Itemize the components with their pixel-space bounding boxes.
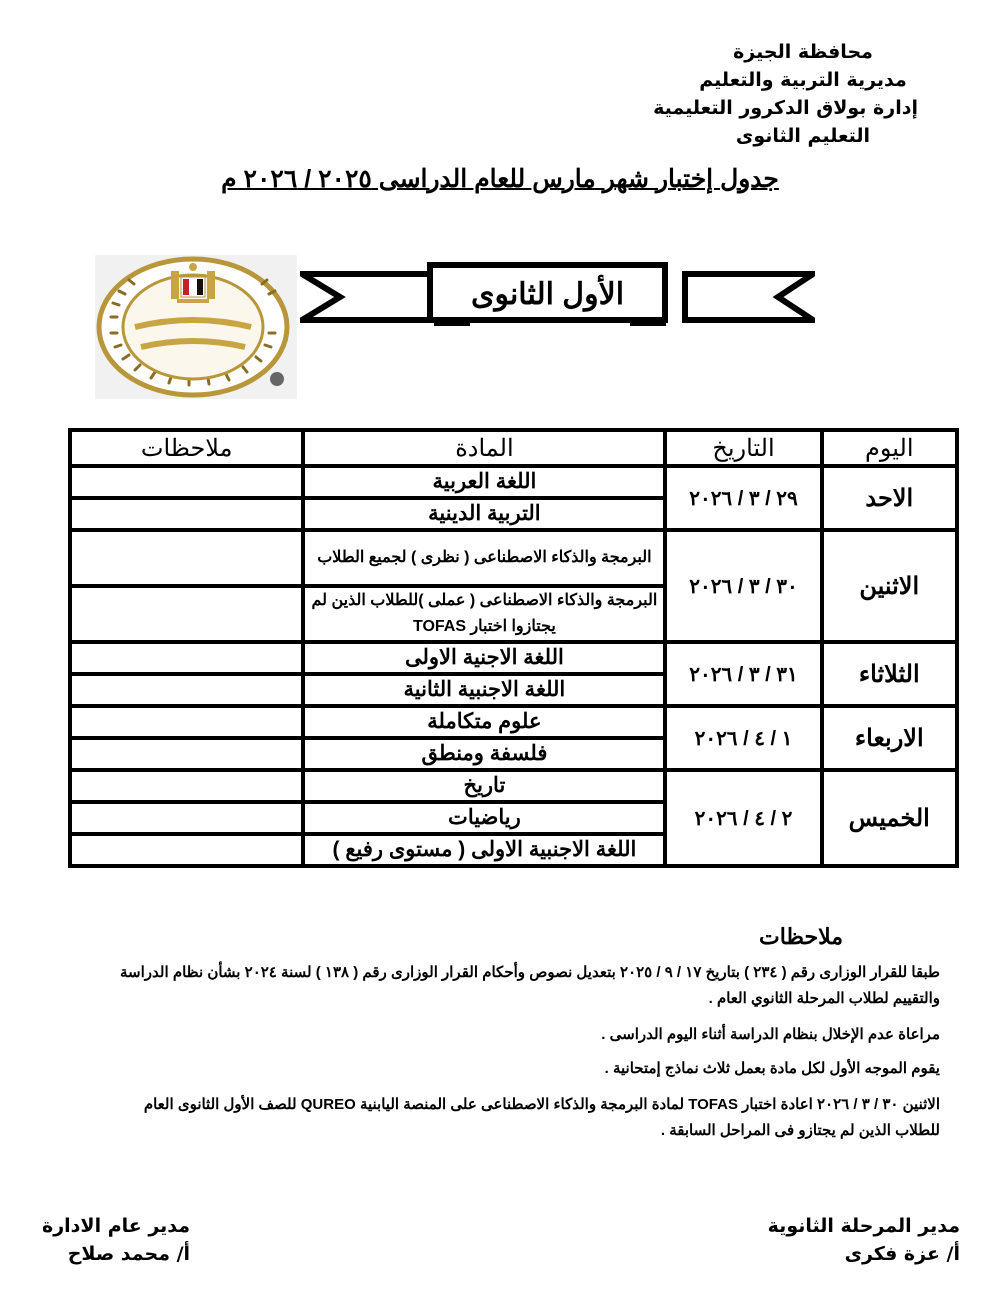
letterhead-line: مديرية التربية والتعليم — [699, 69, 907, 91]
signature-general-director — [42, 1212, 190, 1268]
notes-cell — [70, 834, 303, 866]
day-cell: الاحد — [822, 466, 957, 530]
subject-cell: تاريخ — [303, 770, 665, 802]
notes-cell — [70, 466, 303, 498]
notes-cell — [70, 586, 303, 642]
day-cell: الاربعاء — [822, 706, 957, 770]
ministry-logo — [95, 255, 297, 399]
letterhead-line: إدارة بولاق الدكرور التعليمية — [653, 97, 918, 119]
table-row — [70, 706, 957, 738]
date-cell: ٣١ / ٣ / ٢٠٢٦ — [665, 642, 821, 706]
date-cell: ٢ / ٤ / ٢٠٢٦ — [665, 770, 821, 866]
subject-cell: فلسفة ومنطق — [303, 738, 665, 770]
date-cell: ٢٩ / ٣ / ٢٠٢٦ — [665, 466, 821, 530]
signature-name: أ/ عزة فكرى — [844, 1243, 960, 1265]
subject-cell: اللغة الاجنية الاولى — [303, 642, 665, 674]
table-row — [70, 530, 957, 586]
notes-cell — [70, 738, 303, 770]
notes-heading: ملاحظات — [759, 924, 843, 949]
table-row — [70, 466, 957, 498]
day-cell: الخميس — [822, 770, 957, 866]
day-cell: الثلاثاء — [822, 642, 957, 706]
signature-secondary-director — [768, 1212, 960, 1268]
signature-name: أ/ محمد صلاح — [67, 1243, 191, 1265]
subject-cell: البرمجة والذكاء الاصطناعى ( عملى )للطلاب الذين لم يجتازوا اختبار TOFAS — [303, 586, 665, 642]
note-item: مراعاة عدم الإخلال بنظام الدراسة أثناء اليوم الدراسى . — [601, 1026, 940, 1043]
page-title: جدول إختبار شهر مارس للعام الدراسى ٢٠٢٥ / ٢٠٢٦ م — [221, 165, 779, 193]
letterhead — [653, 38, 918, 150]
notes-cell — [70, 706, 303, 738]
note-item: طبقا للقرار الوزارى رقم ( ٢٣٤ ) بتاريخ ١٧ / ٩ / ٢٠٢٥ بتعديل نصوص وأحكام القرار الوزارى رقم ( ١٣٨ ) لسنة ٢٠٢٤ بشأن نظام الدراسة والتقييم لطلاب المرحلة الثانوي العام . — [120, 964, 940, 1007]
subject-cell: التربية الدينية — [303, 498, 665, 530]
table-row — [70, 770, 957, 802]
header-subject: المادة — [303, 430, 665, 466]
subject-cell: اللغة العربية — [303, 466, 665, 498]
exam-schedule-table — [68, 428, 959, 868]
notes-cell — [70, 530, 303, 586]
notes-cell — [70, 802, 303, 834]
letterhead-line: التعليم الثانوى — [735, 125, 871, 147]
header-day: اليوم — [822, 430, 957, 466]
note-item: يقوم الموجه الأول لكل مادة بعمل ثلاث نماذج إمتحانية . — [604, 1060, 940, 1077]
date-cell: ١ / ٤ / ٢٠٢٦ — [665, 706, 821, 770]
table-header-row — [70, 430, 957, 466]
notes-cell — [70, 674, 303, 706]
subject-cell: اللغة الاجنبية الثانية — [303, 674, 665, 706]
signature-title: مدير عام الادارة — [42, 1215, 191, 1237]
header-date: التاريخ — [665, 430, 821, 466]
signature-title: مدير المرحلة الثانوية — [767, 1215, 960, 1237]
subject-cell: علوم متكاملة — [303, 706, 665, 738]
notes-cell — [70, 498, 303, 530]
date-cell: ٣٠ / ٣ / ٢٠٢٦ — [665, 530, 821, 642]
header-notes: ملاحظات — [70, 430, 303, 466]
grade-banner-label: الأول الثانوى — [470, 278, 625, 311]
day-cell: الاثنين — [822, 530, 957, 642]
note-item: الاثنين ٣٠ / ٣ / ٢٠٢٦ اعادة اختبار TOFAS لمادة البرمجة والذكاء الاصطناعى على المنصة اليابنية QUREO للصف الأول الثانوى العام للطلاب الذين لم يجتازو فى المراحل السابقة . — [143, 1096, 940, 1139]
subject-cell: اللغة الاجنبية الاولى ( مستوى رفيع ) — [303, 834, 665, 866]
letterhead-line: محافظة الجيزة — [733, 41, 873, 63]
table-row — [70, 642, 957, 674]
subject-cell: البرمجة والذكاء الاصطناعى ( نظرى ) لجميع الطلاب — [303, 530, 665, 586]
subject-cell: رياضيات — [303, 802, 665, 834]
ministry-seal-icon — [95, 255, 297, 399]
notes-cell — [70, 770, 303, 802]
notes-cell — [70, 642, 303, 674]
